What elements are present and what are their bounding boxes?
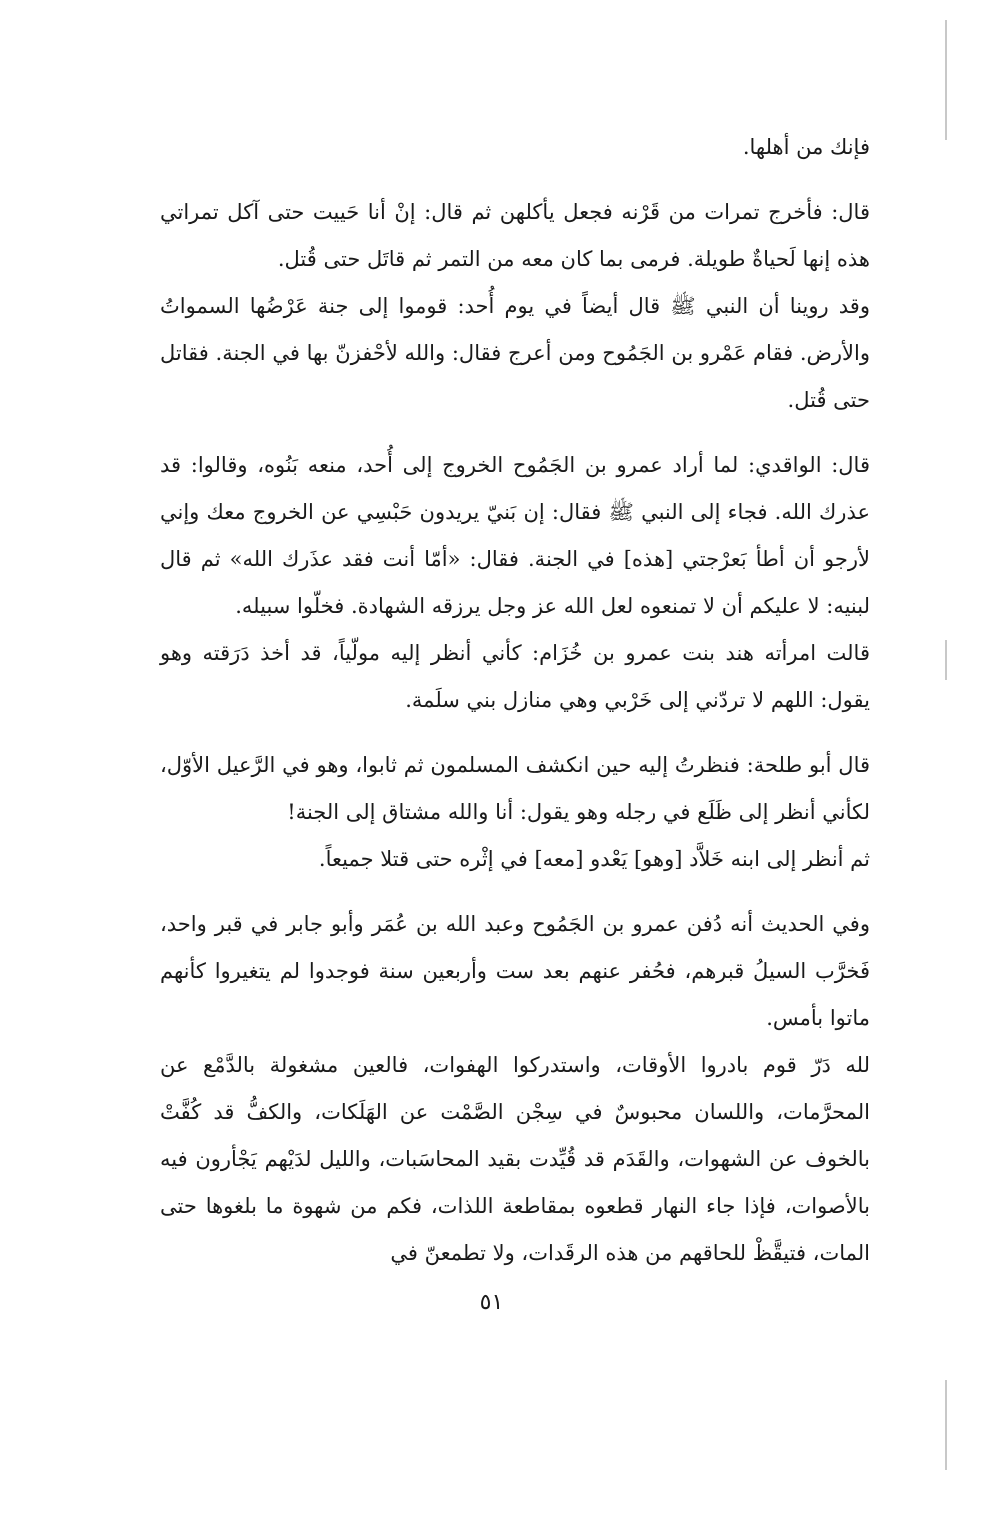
paragraph-2: قال: فأخرج تمرات من قَرْنه فجعل يأكلهن ثم قال: إنْ أنا حَييت حتى آكل تمراتي هذه إنها لَحياةٌ طويلة. فرمى بما كان معه من التمر ثم قاتَل حتى قُتل. <box>160 200 870 271</box>
scan-edge-mark <box>945 1380 947 1470</box>
body-text <box>160 124 870 1277</box>
paragraph-3: وقد روينا أن النبي ﷺ قال أيضاً في يوم أُحد: قوموا إلى جنة عَرْضُها السمواتُ والأرض. فقام عَمْرو بن الجَمُوح ومن أعرج فقال: والله لأحْفزنّ بها في الجنة. فقاتل حتى قُتل. <box>160 294 870 412</box>
paragraph-4: قال: الواقدي: لما أراد عمرو بن الجَمُوح الخروج إلى أُحد، منعه بَنُوه، وقالوا: قد عذرك الله. فجاء إلى النبي ﷺ فقال: إن بَنيّ يريدون حَبْسِي عن الخروج معك وإني لأرجو أن أطأ بَعرْجتي [هذه] في الجنة. فقال: «أمّا أنت فقد عذَرك الله» ثم قال لبنيه: لا عليكم أن لا تمنعوه لعل الله عز وجل يرزقه الشهادة. فخلّوا سبيله. <box>160 453 871 618</box>
paragraph-1: فإنك من أهلها. <box>742 135 870 159</box>
paragraph-7: ثم أنظر إلى ابنه خَلاَّد [وهو] يَعْدو [معه] في إثْره حتى قتلا جميعاً. <box>318 847 870 871</box>
scan-edge-mark <box>945 20 947 140</box>
paragraph-5: قالت امرأته هند بنت عمرو بن خُزَام: كأني أنظر إليه مولّياً، قد أخذ دَرَقته وهو يقول: اللهم لا تردّني إلى خَرْبي وهي منازل بني سلَمة. <box>160 641 870 712</box>
page-number: ٥١ <box>479 1290 504 1315</box>
paragraph-6: قال أبو طلحة: فنظرتُ إليه حين انكشف المسلمون ثم ثابوا، وهو في الرَّعيل الأوّل، لكأني أنظر إلى ظَلَع في رجله وهو يقول: أنا والله مشتاق إلى الجنة! <box>160 753 871 824</box>
paragraph-8: وفي الحديث أنه دُفن عمرو بن الجَمُوح وعبد الله بن عُمَر وأبو جابر في قبر واحد، فَخرَّب السيلُ قبرهم، فحُفر عنهم بعد ست وأربعين سنة فوجدوا لم يتغيروا كأنهم ماتوا بأمس. <box>160 912 870 1030</box>
paragraph-9: لله دَرّ قوم بادروا الأوقات، واستدركوا الهفوات، فالعين مشغولة بالدَّمْع عن المحرَّمات، واللسان محبوسٌ في سِجْن الصَّمْت عن الهَلَكات، والكفُّ قد كُفَّتْ بالخوف عن الشهوات، والقَدَم قد قُيِّدت بقيد المحاسَبات، والليل لدَيْهم يَجْأرون فيه بالأصوات، فإذا جاء النهار قطعوه بمقاطعة اللذات، فكم من شهوة ما بلغوها حتى المات، فتيقَّظْ للحاقهم من هذه الرقَدات، ولا تطمعنّ في <box>160 1053 870 1265</box>
scan-edge-mark <box>945 640 947 680</box>
